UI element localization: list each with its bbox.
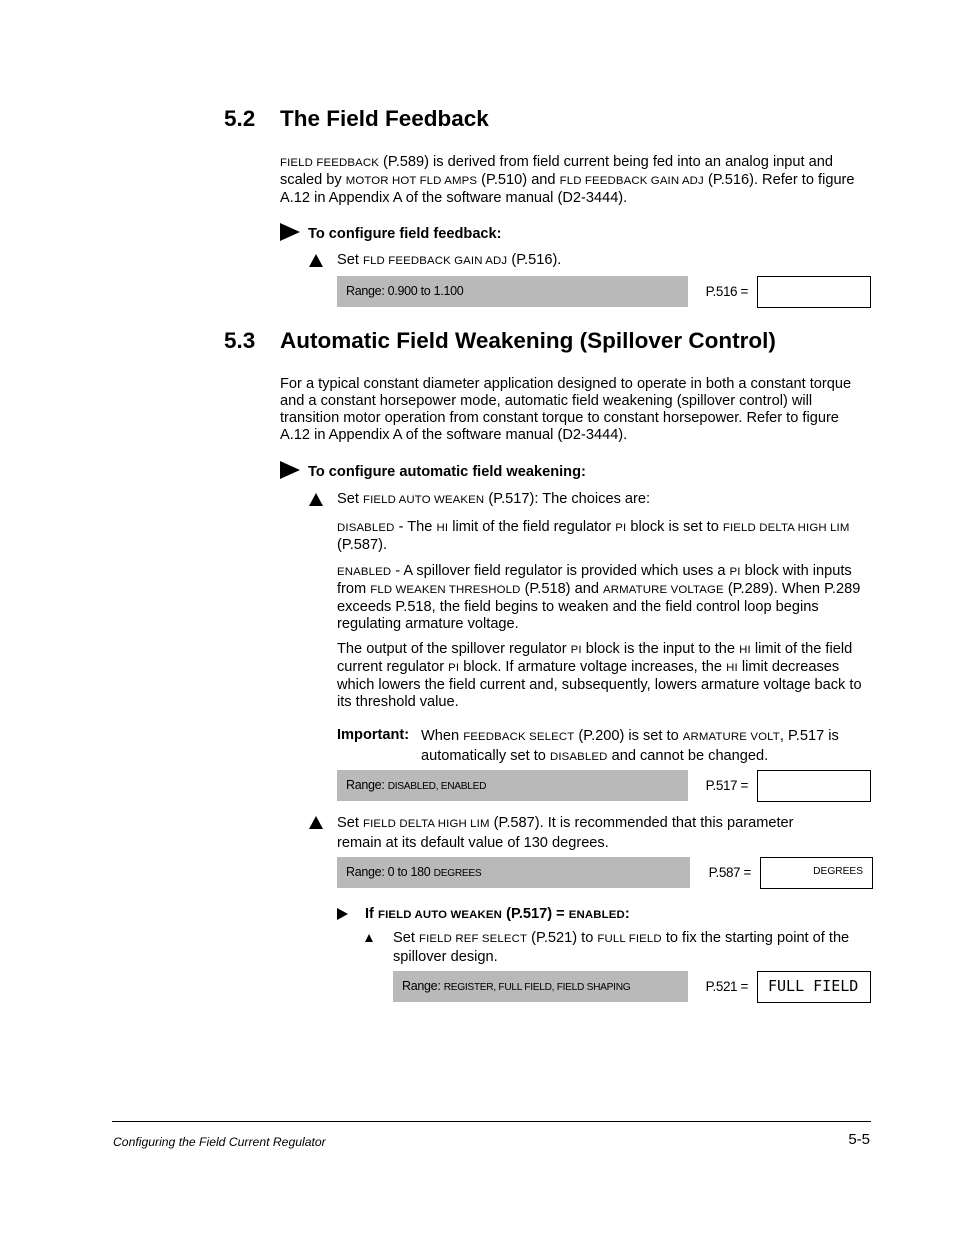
substep-arrow-icon (337, 908, 348, 920)
param-label-p521: P.521 = (705, 979, 748, 994)
choice-disabled: DISABLED - The HI limit of the field regulator PI block is set to FIELD DELTA HIGH LIM (P.587). (337, 519, 850, 553)
param-entry-box-p517[interactable] (757, 770, 871, 802)
important-text: When FEEDBACK SELECT (P.200) is set to ARMATURE VOLT, P.517 is automatically set to DISABLED and cannot be changed. (421, 728, 839, 764)
procedure-arrow-icon (280, 461, 300, 479)
param-label-p517: P.517 = (705, 778, 748, 793)
page-number: 5-5 (848, 1131, 870, 1148)
section-number: 5.3 (224, 328, 256, 353)
spillover-intro: For a typical constant diameter application designed to operate in both a constant torque and a constant horsepower mode, automatic field weakening (spillover control) will transition motor operation from constant torque to constant horsepower. Refer to figure A.12 in Appendix A of the software manual (D2-3444). (280, 376, 852, 443)
range-bar-p521: Range: REGISTER, FULL FIELD, FIELD SHAPING (393, 971, 688, 1002)
param-entry-box-p521[interactable]: FULL FIELD (757, 971, 871, 1003)
footer-chapter-title: Configuring the Field Current Regulator (113, 1135, 326, 1149)
spillover-output-paragraph: The output of the spillover regulator PI block is the input to the HI limit of the field current regulator PI block. If armature voltage increases, the HI limit decreases which lowers the field current and, subsequently, lowers armature voltage back to its threshold value. (337, 641, 862, 710)
footer-rule (112, 1121, 871, 1122)
choice-enabled: ENABLED - A spillover field regulator is provided which uses a PI block with inputs from FLD WEAKEN THRESHOLD (P.518) and ARMATURE VOLTAGE (P.289). When P.289 exceeds P.518, the field begins to weaken and the field control loop begins regulating armature voltage. (337, 563, 861, 632)
field-feedback-intro: FIELD FEEDBACK (P.589) is derived from field current being fed into an analog input and scaled by MOTOR HOT FLD AMPS (P.510) and FLD FEEDBACK GAIN ADJ (P.516). Refer to figure A.12 in Appendix A of the software manual (D2-3444). (280, 154, 855, 206)
step-bullet-icon (365, 934, 373, 942)
step-bullet-icon (309, 254, 323, 267)
param-label-p516: P.516 = (705, 284, 748, 299)
procedure-title: To configure field feedback: (308, 226, 502, 242)
section-title: Automatic Field Weakening (Spillover Control) (280, 328, 776, 353)
step-bullet-icon (309, 816, 323, 829)
range-bar-p587: Range: 0 to 180 DEGREES (337, 857, 690, 888)
section-number: 5.2 (224, 106, 256, 131)
section-title: The Field Feedback (280, 106, 489, 131)
range-bar-p517: Range: DISABLED, ENABLED (337, 770, 688, 801)
param-entry-box-p587[interactable]: DEGREES (760, 857, 873, 889)
step-bullet-icon (309, 493, 323, 506)
important-label: Important: (337, 727, 410, 743)
procedure-title: To configure automatic field weakening: (308, 464, 586, 480)
range-bar-p516: Range: 0.900 to 1.100 (337, 276, 688, 307)
param-label-p587: P.587 = (708, 865, 751, 880)
procedure-arrow-icon (280, 223, 300, 241)
param-entry-box-p516[interactable] (757, 276, 871, 308)
